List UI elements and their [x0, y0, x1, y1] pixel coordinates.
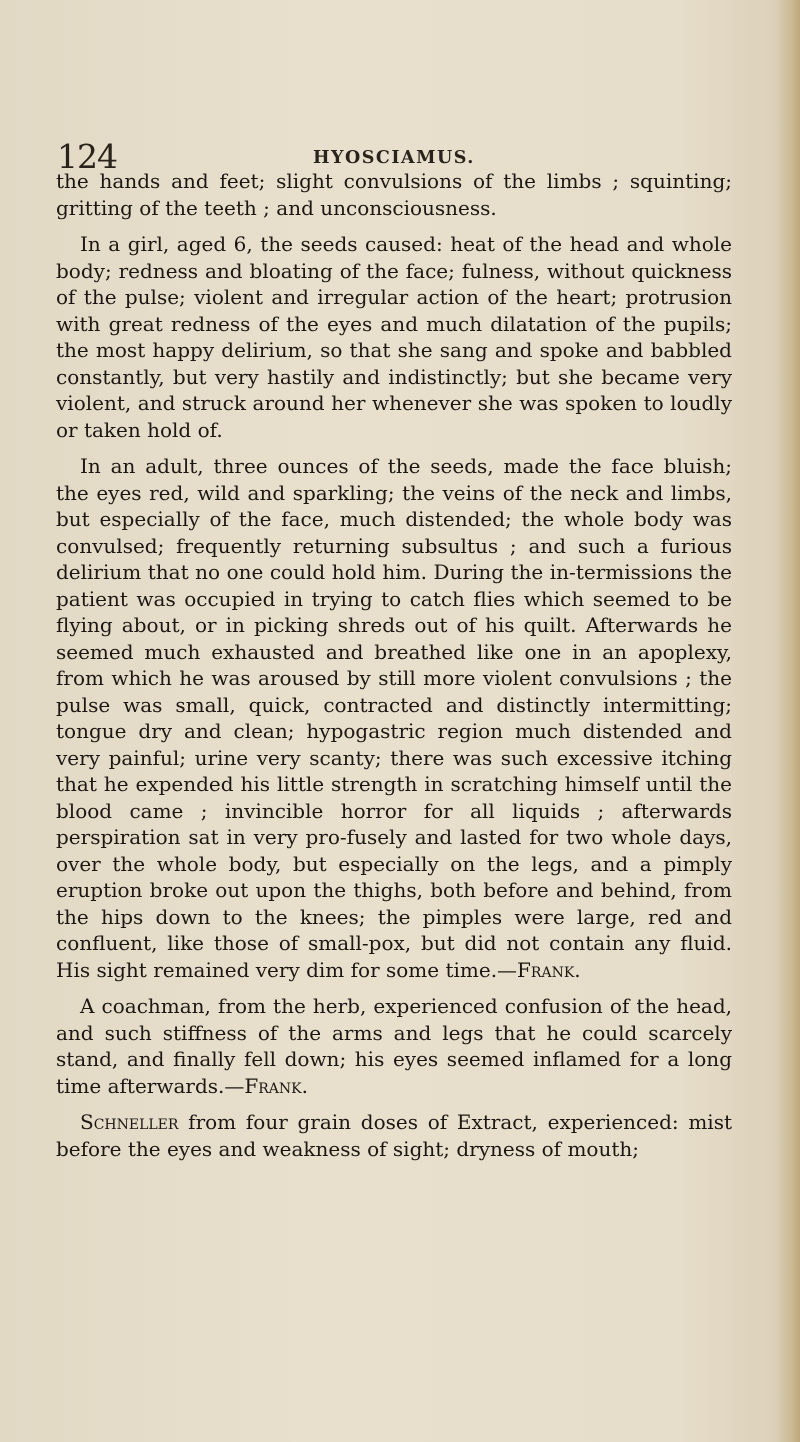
page-number: 124 — [57, 137, 117, 176]
paragraph-adult-case — [56, 453, 732, 983]
paragraph-text: A coachman, from the herb, experienced confusion of the head, and such stiffness of the arms and legs that he could scarcely stand, and finally fell down; his eyes seemed inflamed for a long time afterwards.— — [56, 994, 732, 1098]
body-text — [56, 168, 732, 1162]
paragraph-continuation — [56, 168, 732, 221]
running-head: HYOSCIAMUS. — [313, 148, 475, 168]
page-edge-stain — [778, 0, 800, 1442]
source-citation: Frank. — [244, 1073, 308, 1098]
paragraph-text: In a girl, aged 6, the seeds caused: heat of the head and whole body; redness and bloating of the face; fulness, without quickness of the pulse; violent and irregular action of the heart; protrusion with great redness of the eyes and much dilatation of the pupils; the most happy delirium, so that she sang and spoke and babbled constantly, but very hastily and indistinctly; but she became very violent, and struck around her whenever she was spoken to loudly or taken hold of. — [56, 232, 732, 442]
paragraph-text: from four grain doses of Extract, experienced: mist before the eyes and weakness of sight; dryness of mouth; — [56, 1110, 732, 1161]
paragraph-text: In an adult, three ounces of the seeds, made the face bluish; the eyes red, wild and sparkling; the veins of the neck and limbs, but especially of the face, much distended; the whole body was convulsed; frequently returning subsultus ; and such a furious delirium that no one could hold him. During the in-termissions the patient was occupied in trying to catch flies which seemed to be flying about, or in picking shreds out of his quilt. Afterwards he seemed much exhausted and breathed like one in an apoplexy, from which he was aroused by still more violent convulsions ; the pulse was small, quick, contracted and distinctly intermitting; tongue dry and clean; hypogastric region much distended and very painful; urine very scanty; there was such excessive itching that he expended his little strength in scratching himself until the blood came ; invincible horror for all liquids ; afterwards perspiration sat in very pro-fusely and lasted for two whole days, over the whole body, but especially on the legs, and a pimply eruption broke out upon the thighs, both before and behind, from the hips down to the knees; the pimples were large, red and confluent, like those of small-pox, but did not contain any fluid. His sight remained very dim for some time.— — [56, 454, 732, 982]
paragraph-girl-case — [56, 231, 732, 443]
paragraph-text: the hands and feet; slight convulsions of the limbs ; squinting; gritting of the teeth ; and unconsciousness. — [56, 169, 732, 220]
source-citation: Frank. — [517, 957, 581, 982]
author-name: Schneller — [80, 1110, 179, 1134]
paragraph-coachman-case — [56, 993, 732, 1099]
paragraph-schneller-case — [56, 1109, 732, 1162]
